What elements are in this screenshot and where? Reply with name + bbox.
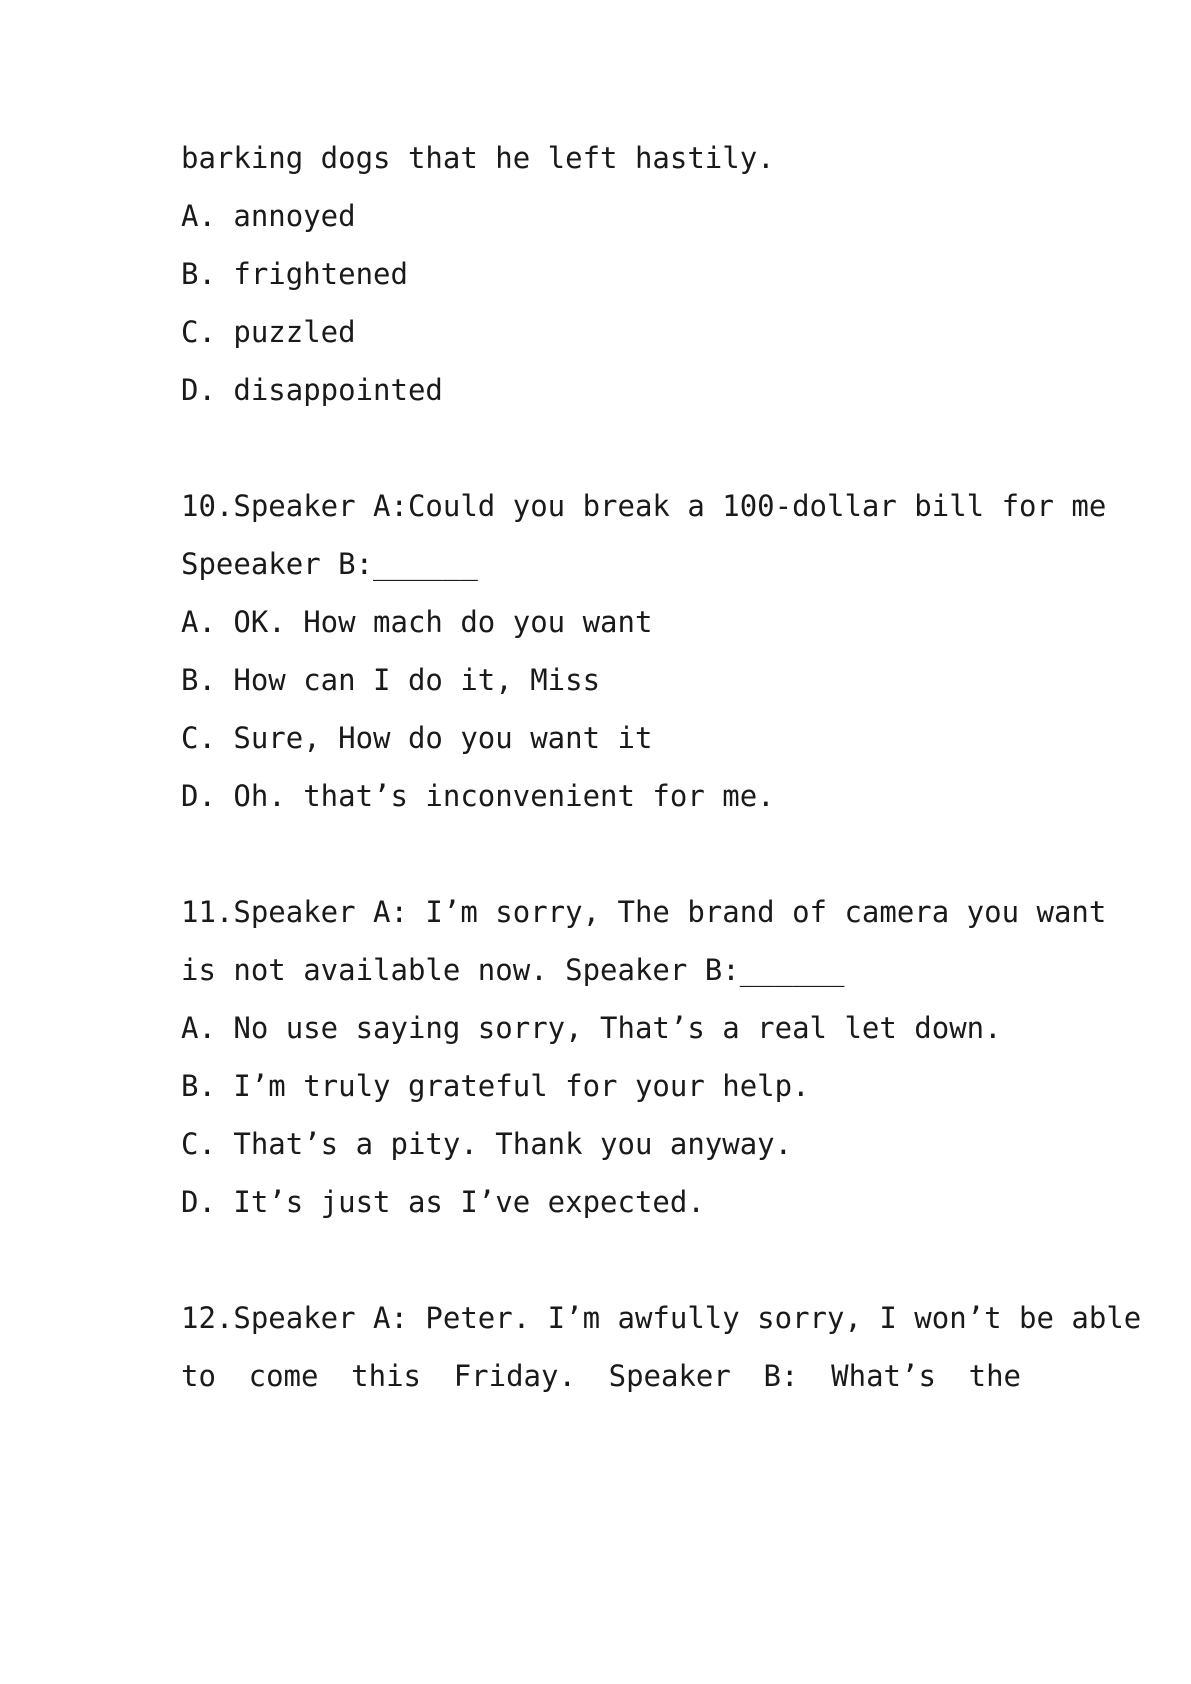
q11-option-c: C. That’s a pity. Thank you anyway.	[181, 1127, 793, 1161]
q9-option-c: C. puzzled	[181, 315, 356, 349]
q11-stem-line1: 11.Speaker A: I’m sorry, The brand of camera you want	[181, 895, 1107, 929]
q11-option-b: B. I’m truly grateful for your help.	[181, 1069, 810, 1103]
q9-stem-tail: barking dogs that he left hastily.	[181, 141, 775, 175]
q11-option-a: A. No use saying sorry, That’s a real let down.	[181, 1011, 1002, 1045]
q10-option-a: A. OK. How mach do you want	[181, 605, 653, 639]
q10-option-b: B. How can I do it, Miss	[181, 663, 601, 697]
q9-option-d: D. disappointed	[181, 373, 443, 407]
q11-option-d: D. It’s just as I’ve expected.	[181, 1185, 705, 1219]
q10-stem-line2: Speeaker B:______	[181, 547, 478, 581]
q9-option-a: A. annoyed	[181, 199, 356, 233]
q10-option-d: D. Oh. that’s inconvenient for me.	[181, 779, 775, 813]
q10-option-c: C. Sure, How do you want it	[181, 721, 653, 755]
q10-stem-line1: 10.Speaker A:Could you break a 100-dollar bill for me	[181, 489, 1107, 523]
q9-option-b: B. frightened	[181, 257, 408, 291]
q12-stem-line1: 12.Speaker A: Peter. I’m awfully sorry, I won’t be able	[181, 1301, 1142, 1335]
q11-stem-line2: is not available now. Speaker B:______	[181, 953, 845, 987]
q12-stem-line2: to come this Friday. Speaker B: What’s the	[181, 1359, 1021, 1393]
